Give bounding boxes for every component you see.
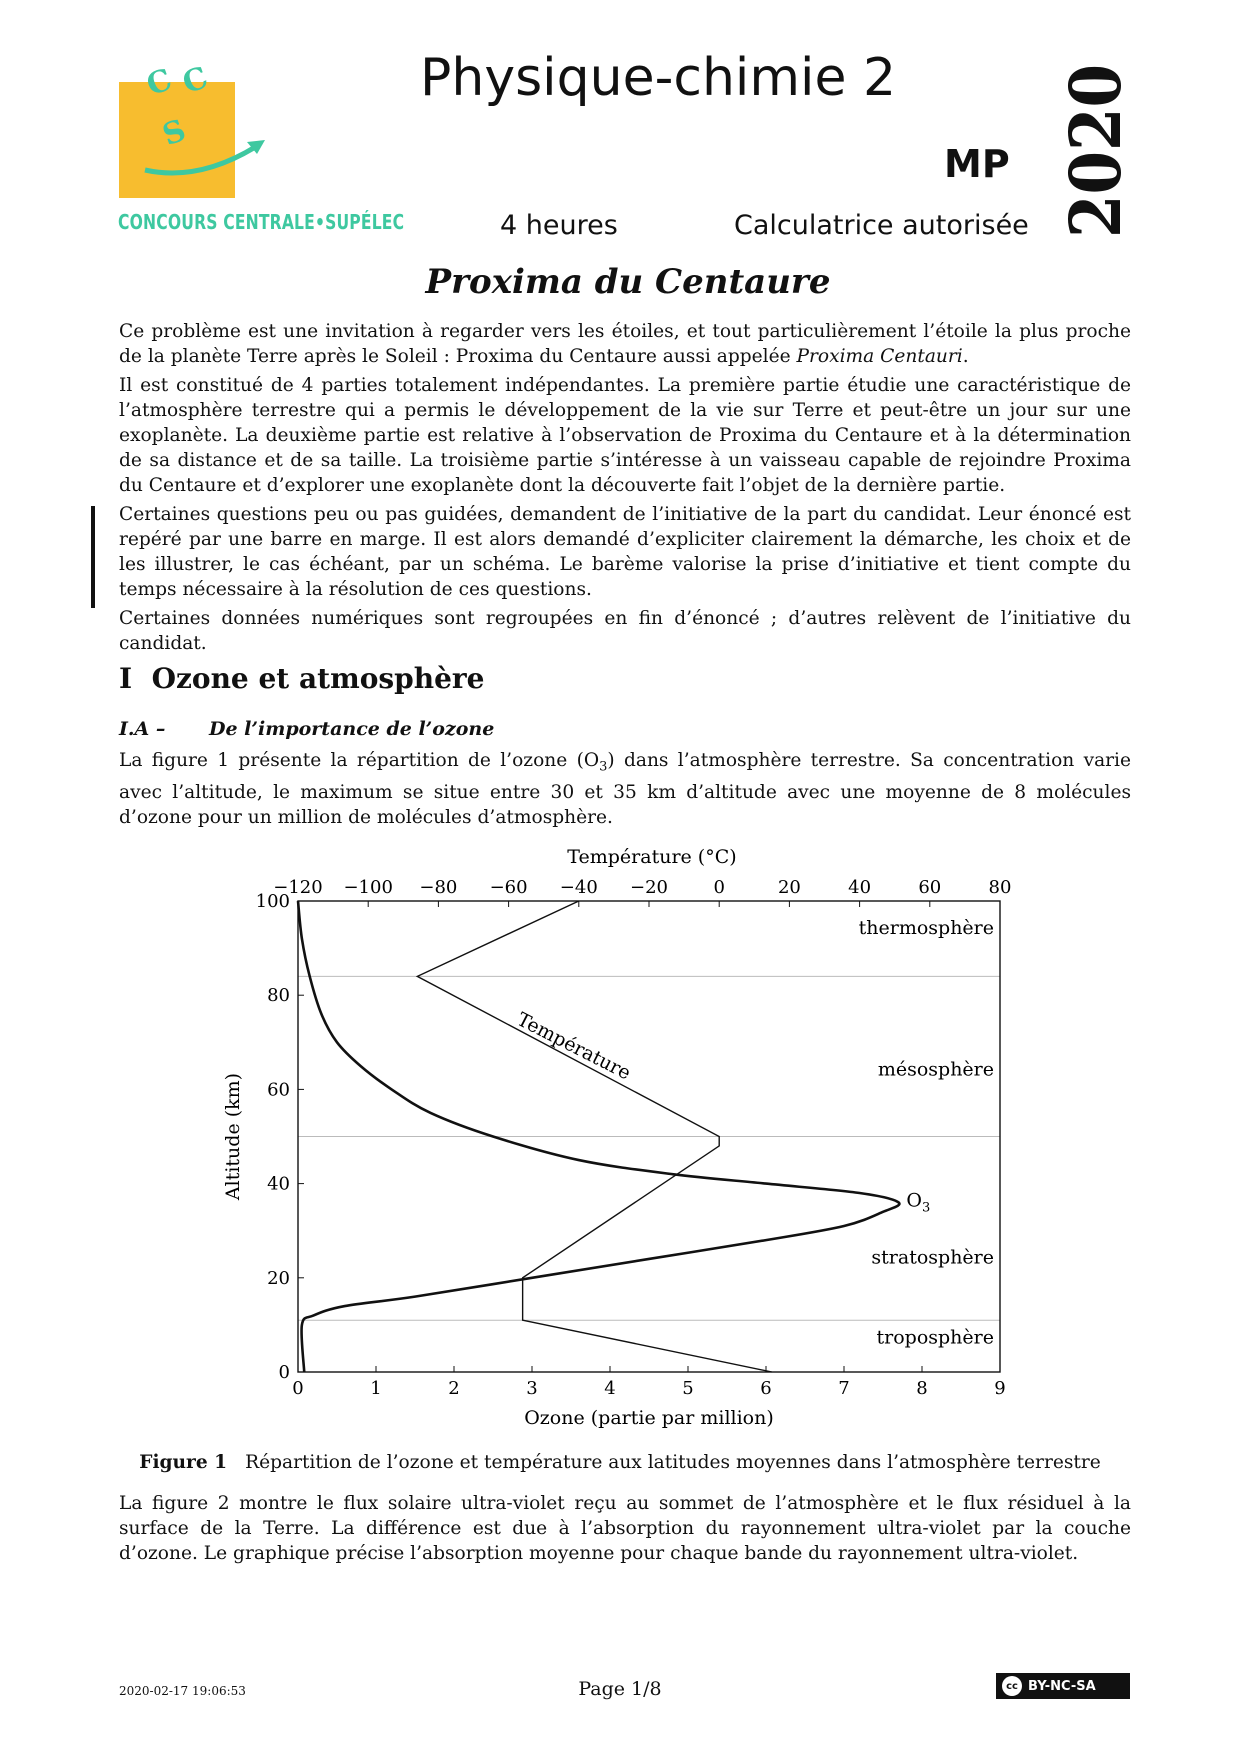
y-tick-label: 0	[278, 1362, 290, 1383]
intro	[119, 319, 1131, 660]
x-tick-label: 9	[994, 1378, 1006, 1399]
subsection-title: I.A – De l’importance de l’ozone	[119, 718, 495, 740]
y-tick-label: 20	[267, 1267, 290, 1289]
x-tick-label: 7	[838, 1378, 850, 1399]
x-tick-label: 1	[370, 1378, 382, 1399]
figure-label: Figure 1	[139, 1452, 228, 1473]
top-tick-label: −40	[559, 877, 598, 898]
top-tick-label: −100	[343, 877, 393, 898]
x-tick-label: 8	[916, 1378, 928, 1399]
y-tick-label: 40	[267, 1173, 290, 1195]
top-tick-label: 20	[777, 877, 801, 898]
y-tick-label: 100	[255, 891, 290, 912]
top-tick-label: −20	[630, 877, 668, 898]
page-number: Page 1/8	[578, 1678, 662, 1700]
star-name: Proxima Centauri	[796, 346, 963, 367]
license-text: BY-NC-SA	[1028, 1678, 1096, 1694]
layer-label: stratosphère	[871, 1246, 994, 1269]
top-tick-label: 0	[713, 877, 725, 898]
top-tick-label: −120	[273, 877, 323, 898]
top-tick-label: 60	[918, 877, 942, 898]
figure-caption-text: Répartition de l’ozone et température aux latitudes moyennes dans l’atmosphère terrestre	[245, 1452, 1101, 1473]
exam-duration: 4 heures	[500, 210, 618, 241]
temperature-series-label: Température	[513, 1008, 635, 1085]
calculator-note: Calculatrice autorisée	[734, 210, 1029, 241]
intro-paragraph-4: Certaines données numériques sont regroupées en fin d’énoncé ; d’autres relèvent de l’initiative du candidat.	[119, 608, 1131, 654]
x-axis-label: Ozone (partie par million)	[524, 1407, 774, 1429]
logo-swoosh	[145, 146, 257, 173]
figure-caption	[0, 1452, 1240, 1473]
x-tick-label: 0	[292, 1378, 304, 1399]
top-tick-label: −80	[419, 877, 458, 898]
logo-letter-1: C	[142, 62, 177, 104]
intro-paragraph-2: Il est constitué de 4 parties totalement indépendantes. La première partie étudie une caractéristique de l’atmosphère terrestre qui a permis le développement de la vie sur Terre et peut-être un jour sur une exoplanète. La deuxième partie est relative à l’observation de Proxima du Centaure et à la détermination de sa distance et de sa taille. La troisième partie s’intéresse à un vaisseau capable de rejoindre Proxima du Centaure et d’explorer une exoplanète dont la découverte fait l’objet de la dernière partie.	[119, 375, 1131, 496]
org-name: CONCOURS CENTRALE•SUPÉLEC	[118, 210, 405, 234]
x-tick-label: 5	[682, 1378, 694, 1399]
following-paragraph: La figure 2 montre le flux solaire ultra-violet reçu au sommet de l’atmosphère et le flux résiduel à la surface de la Terre. La différence est due à l’absorption du rayonnement ultra-violet par la couche d’ozone. Le graphique précise l’absorption moyenne pour chaque bande du rayonnement ultra-violet.	[119, 1493, 1131, 1564]
logo-graphic	[119, 60, 279, 210]
ozone-series-label: $O_3$	[906, 1189, 931, 1216]
x-tick-label: 6	[760, 1378, 772, 1399]
y-tick-label: 80	[267, 985, 290, 1007]
footer-date: 2020-02-17 19:06:53	[119, 1684, 246, 1698]
x-tick-label: 3	[526, 1378, 538, 1399]
initiative-margin-bar	[91, 506, 95, 608]
top-tick-label: 80	[988, 877, 1012, 898]
logo-letter-3: S	[158, 112, 191, 154]
cc-icon: cc	[1002, 1676, 1022, 1696]
exam-filiere: MP	[944, 142, 1010, 186]
license-badge	[996, 1673, 1130, 1699]
figure-1-chart	[200, 840, 1060, 1440]
exam-subject: Physique-chimie 2	[420, 48, 897, 108]
section-paragraph: La figure 1 présente la répartition de l’ozone $(O_3)$ dans l’atmosphère terrestre. Sa concentration varie avec l’altitude, le maximum se situe entre 30 et 35 km d’altitude avec une moyenne de 8 molécules d’ozone pour un million de molécules d’atmosphère.	[119, 750, 1131, 828]
y-axis-label: Altitude (km)	[222, 1072, 244, 1201]
problem-title: Proxima du Centaure	[425, 262, 831, 302]
logo-letter-2: C	[178, 60, 213, 102]
layer-label: thermosphère	[858, 916, 994, 939]
exam-year	[1054, 43, 1137, 238]
layer-label: mésosphère	[877, 1058, 994, 1081]
top-tick-label: 40	[848, 877, 872, 898]
intro-paragraph-3: Certaines questions peu ou pas guidées, demandent de l’initiative de la part du candidat. Leur énoncé est repéré par une barre en marge. Il est alors demandé d’expliciter clairement la démarche, les choix et de les illustrer, le cas échéant, par un schéma. Le barème valorise la prise d’initiative et tient compte du temps nécessaire à la résolution de ces questions.	[119, 504, 1131, 600]
section-title: I Ozone et atmosphère	[119, 662, 485, 695]
y-tick-label: 60	[267, 1079, 290, 1101]
svg-text:2020: 2020	[1054, 43, 1137, 238]
intro-paragraph-1: Ce problème est une invitation à regarder vers les étoiles, et tout particulièrement l’étoile la plus proche de la planète Terre après le Soleil : Proxima du Centaure aussi appelée Proxima Centauri.	[119, 321, 1131, 367]
x-tick-label: 4	[604, 1378, 616, 1399]
top-axis-label: Température (°C)	[567, 846, 737, 868]
x-tick-label: 2	[448, 1378, 460, 1399]
layer-label: troposphère	[876, 1326, 994, 1349]
top-tick-label: −60	[489, 877, 528, 898]
